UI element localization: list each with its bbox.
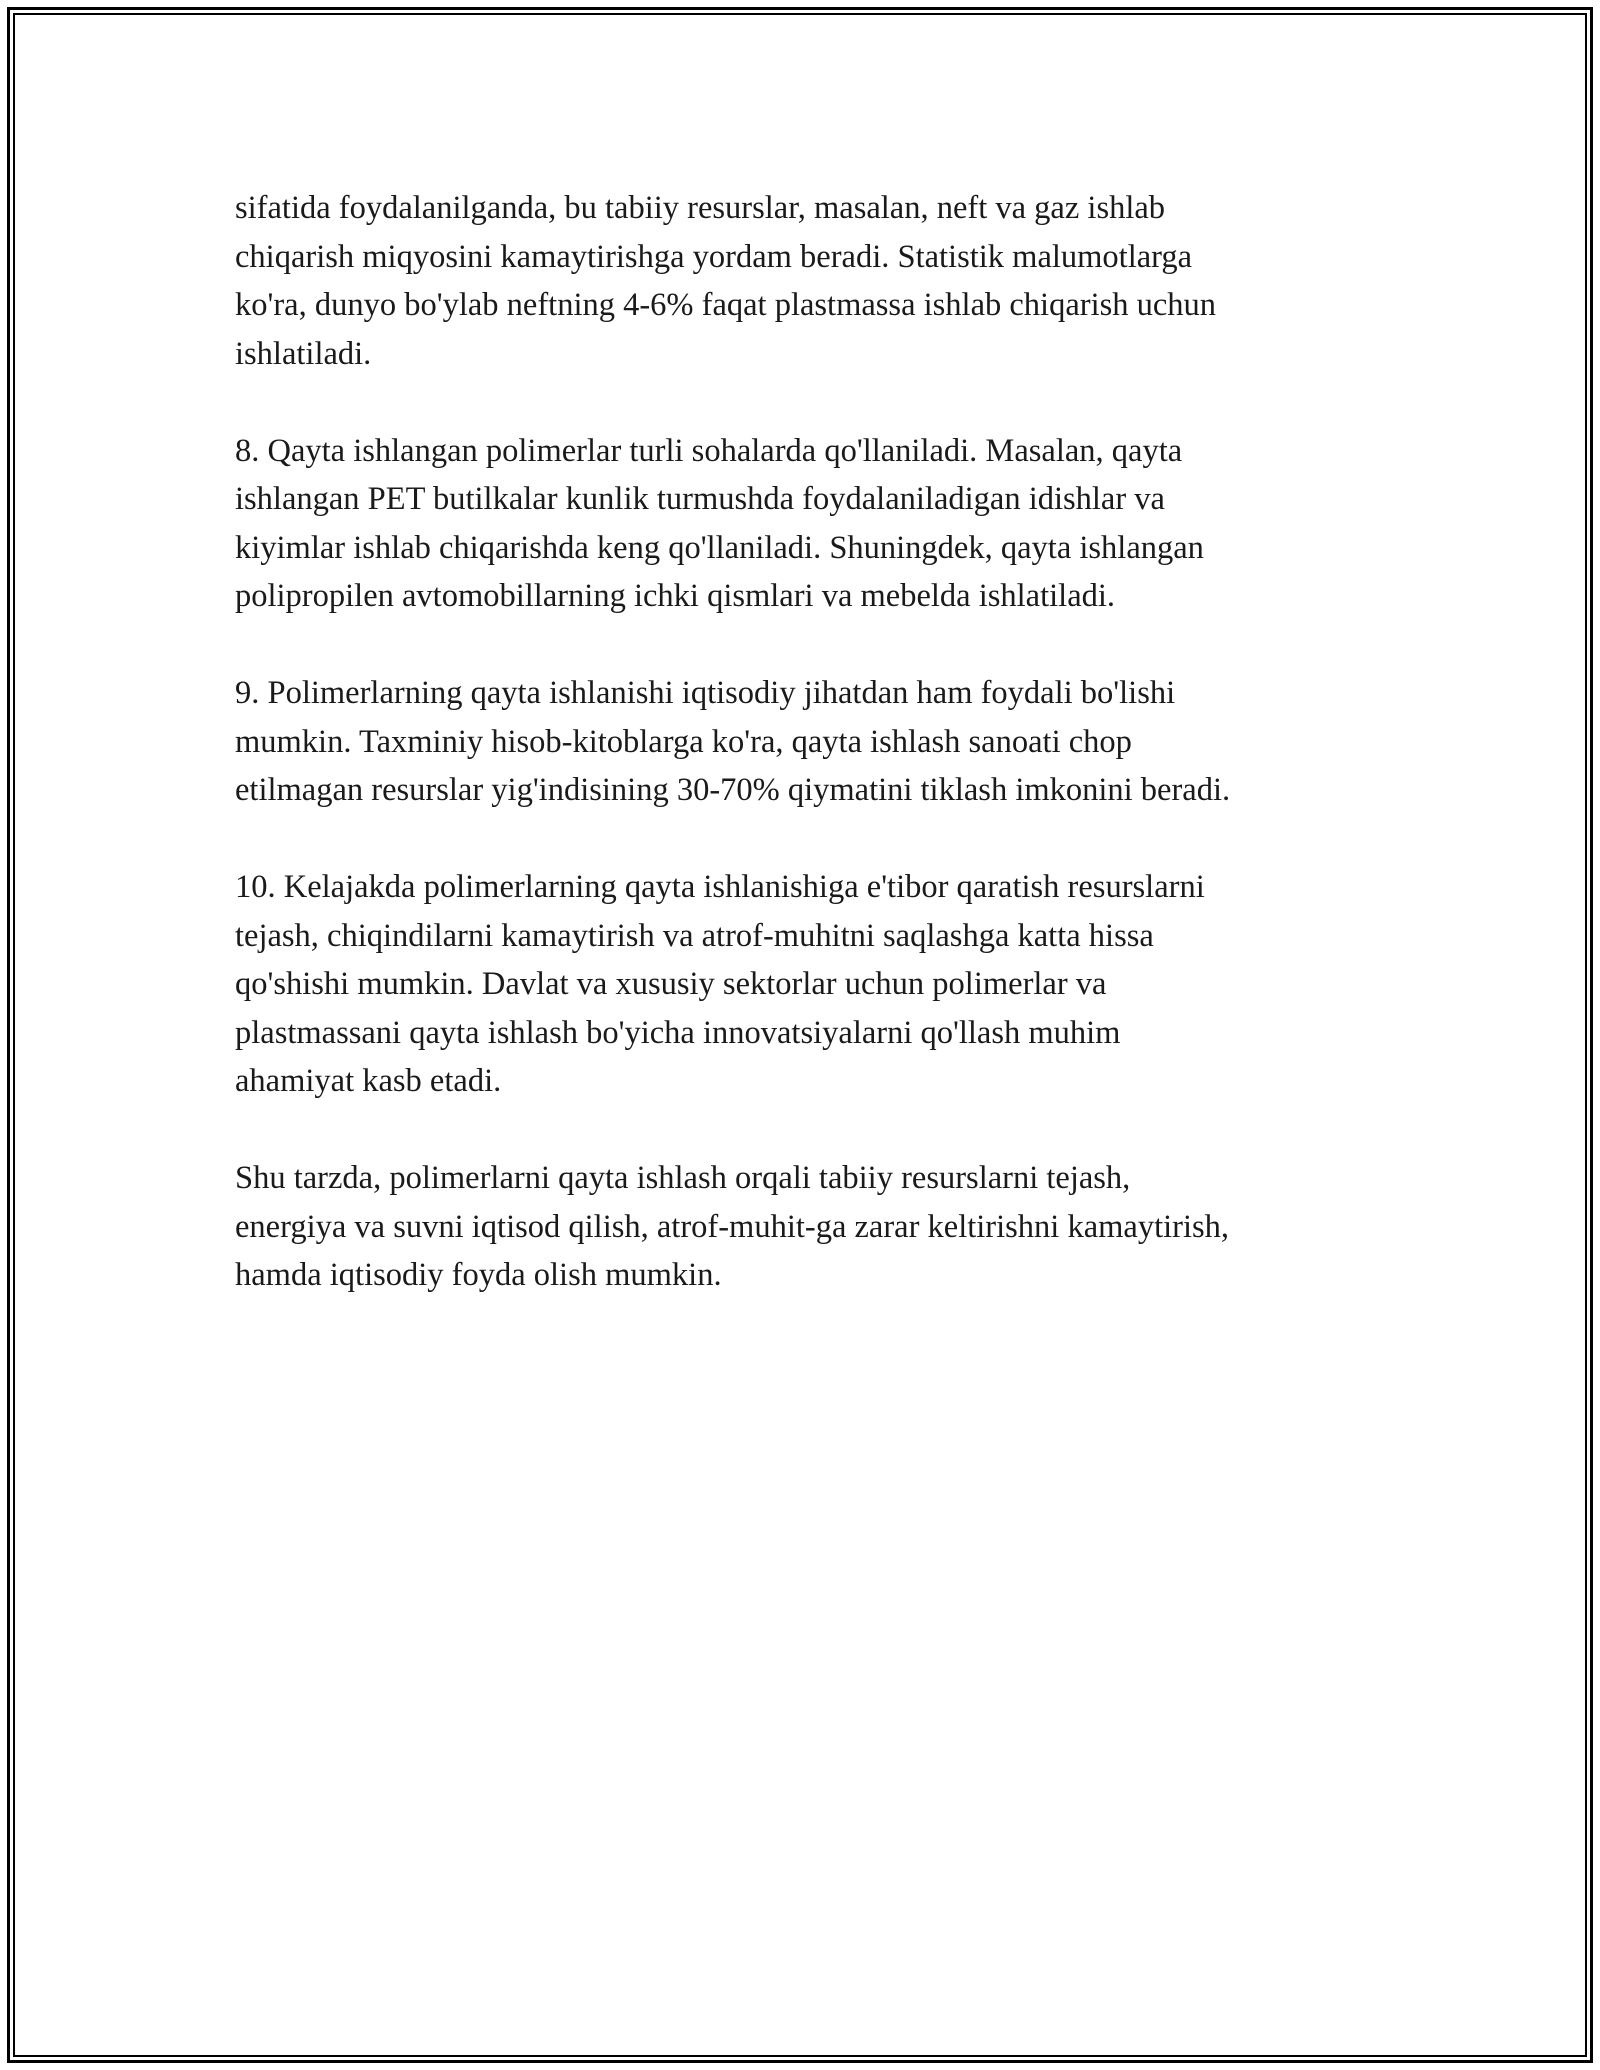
text-line: sifatida foydalanilganda, bu tabiiy resurslar, masalan, neft va gaz ishlab	[235, 190, 1166, 226]
text-line: mumkin. Taxminiy hisob-kitoblarga ko'ra, qayta ishlash sanoati chop	[235, 723, 1132, 760]
text-line: polipropilen avtomobillarning ichki qismlari va mebelda ishlatiladi.	[235, 578, 1116, 614]
text-line: 9. Polimerlarning qayta ishlanishi iqtisodiy jihatdan ham foydali bo'lishi	[235, 675, 1176, 711]
text-line: ko'ra, dunyo bo'ylab neftning 4-6% faqat plastmassa ishlab chiqarish uchun	[235, 287, 1217, 323]
text-line: etilmagan resurslar yig'indisining 30-70% qiymatini tiklash imkonini beradi.	[235, 772, 1231, 808]
text-line: hamda iqtisodiy foyda olish mumkin.	[235, 1257, 722, 1293]
text-line: 8. Qayta ishlangan polimerlar turli sohalarda qo'llaniladi. Masalan, qayta	[235, 432, 1183, 469]
paragraph-conclusion	[235, 1154, 1375, 1300]
text-line: 10. Kelajakda polimerlarning qayta ishlanishiga e'tibor qaratish resurslarni	[235, 869, 1205, 905]
paragraph-item-10	[235, 863, 1375, 1106]
paragraph-oil-usage	[235, 184, 1375, 378]
text-line: kiyimlar ishlab chiqarishda keng qo'llaniladi. Shuningdek, qayta ishlangan	[235, 529, 1204, 566]
document-body	[235, 184, 1375, 1348]
paragraph-item-8	[235, 427, 1375, 621]
text-line: tejash, chiqindilarni kamaytirish va atrof-muhitni saqlashga katta hissa	[235, 917, 1154, 954]
paragraph-item-9	[235, 669, 1375, 815]
text-line: plastmassani qayta ishlash bo'yicha innovatsiyalarni qo'llash muhim	[235, 1014, 1121, 1051]
text-line: ahamiyat kasb etadi.	[235, 1063, 502, 1099]
text-line: energiya va suvni iqtisod qilish, atrof-muhit-ga zarar keltirishni kamaytirish,	[235, 1208, 1230, 1245]
text-line: ishlatiladi.	[235, 335, 372, 372]
text-line: qo'shishi mumkin. Davlat va xususiy sektorlar uchun polimerlar va	[235, 966, 1107, 1002]
text-line: ishlangan PET butilkalar kunlik turmushda foydalaniladigan idishlar va	[235, 481, 1165, 517]
text-line: Shu tarzda, polimerlarni qayta ishlash orqali tabiiy resurslarni tejash,	[235, 1160, 1131, 1196]
text-line: chiqarish miqyosini kamaytirishga yordam beradi. Statistik malumotlarga	[235, 238, 1193, 275]
